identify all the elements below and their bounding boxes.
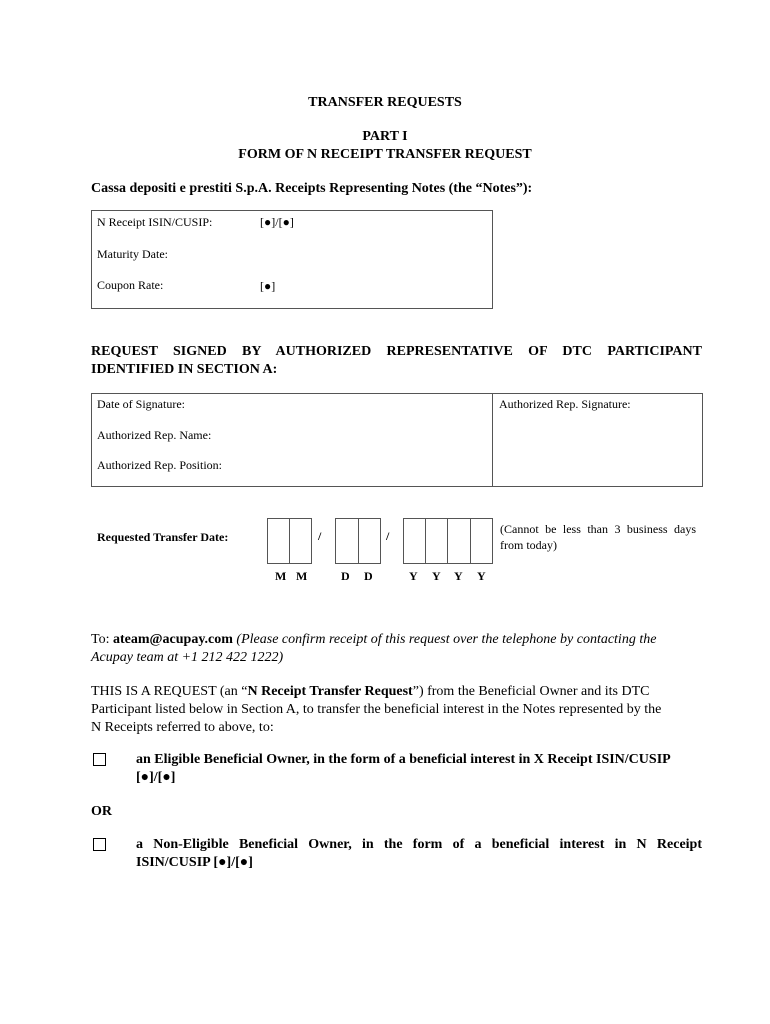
year-letter-3: Y [454, 569, 463, 583]
form-title: FORM OF N RECEIPT TRANSFER REQUEST [238, 147, 532, 162]
document-title: TRANSFER REQUESTS [308, 95, 462, 110]
month-letter-2: M [296, 569, 308, 583]
coupon-label: Coupon Rate: [97, 278, 164, 292]
eligible-owner-line1: an Eligible Beneficial Owner, in the form of a beneficial interest in X Receipt ISIN/CUSIP [136, 752, 671, 767]
date-separator-1: / [318, 529, 322, 543]
signature-heading-line1: REQUEST SIGNED BY AUTHORIZED REPRESENTATIVE OF DTC PARTICIPANT [91, 344, 702, 359]
non-eligible-owner-checkbox[interactable] [93, 838, 106, 851]
eligible-owner-line2: [●]/[●] [136, 770, 176, 785]
month-letter-1: M [275, 569, 287, 583]
day-letter-2: D [364, 569, 373, 583]
year-field[interactable] [403, 518, 493, 564]
request-line3: N Receipts referred to above, to: [91, 720, 274, 735]
signature-heading-line2: IDENTIFIED IN SECTION A: [91, 362, 278, 377]
year-letter-1: Y [409, 569, 418, 583]
date-of-signature-label: Date of Signature: [97, 397, 185, 411]
eligible-owner-checkbox[interactable] [93, 753, 106, 766]
year-letter-4: Y [477, 569, 486, 583]
coupon-value[interactable]: [●] [260, 279, 276, 293]
rep-name-label: Authorized Rep. Name: [97, 428, 212, 442]
year-letter-2: Y [432, 569, 441, 583]
non-eligible-owner-line1: a Non-Eligible Beneficial Owner, in the form of a beneficial interest in N Receipt [136, 837, 702, 852]
contact-note-line1: (Please confirm receipt of this request over the telephone by contacting the [236, 632, 657, 647]
rep-position-label: Authorized Rep. Position: [97, 458, 222, 472]
isin-value[interactable]: [●]/[●] [260, 215, 294, 229]
contact-email[interactable]: ateam@acupay.com [112, 632, 233, 647]
notes-heading: Cassa depositi e prestiti S.p.A. Receipts Representing Notes (the “Notes”): [91, 181, 533, 196]
request-p1-a: THIS IS A REQUEST (an “ [91, 684, 248, 699]
contact-line2 [91, 650, 283, 666]
signature-box-divider [492, 393, 493, 487]
year-divider-1 [425, 518, 426, 564]
request-line2: Participant listed below in Section A, to transfer the beneficial interest in the Notes represented by the [91, 702, 662, 717]
or-label: OR [91, 804, 112, 819]
transfer-date-note-line1: (Cannot be less than 3 business days [500, 522, 696, 536]
maturity-label: Maturity Date: [97, 247, 168, 261]
month-divider [289, 518, 290, 564]
non-eligible-owner-line2: ISIN/CUSIP [●]/[●] [136, 855, 253, 870]
day-divider [358, 518, 359, 564]
date-separator-2: / [386, 529, 390, 543]
day-letter-1: D [341, 569, 350, 583]
transfer-date-note-line2: from today) [500, 538, 557, 552]
part-label: PART I [362, 129, 408, 144]
year-divider-3 [470, 518, 471, 564]
request-p1-c: ”) from the Beneficial Owner and its DTC [412, 684, 650, 699]
to-label: To: [91, 632, 110, 647]
request-p1-b: N Receipt Transfer Request [247, 684, 413, 699]
contact-note-line2: Acupay team at +1 212 422 1222) [91, 650, 284, 665]
rep-signature-label: Authorized Rep. Signature: [499, 397, 631, 411]
year-divider-2 [447, 518, 448, 564]
contact-line1 [91, 632, 703, 648]
isin-label: N Receipt ISIN/CUSIP: [97, 215, 213, 229]
transfer-date-label: Requested Transfer Date: [97, 530, 229, 544]
request-line1 [91, 684, 703, 700]
